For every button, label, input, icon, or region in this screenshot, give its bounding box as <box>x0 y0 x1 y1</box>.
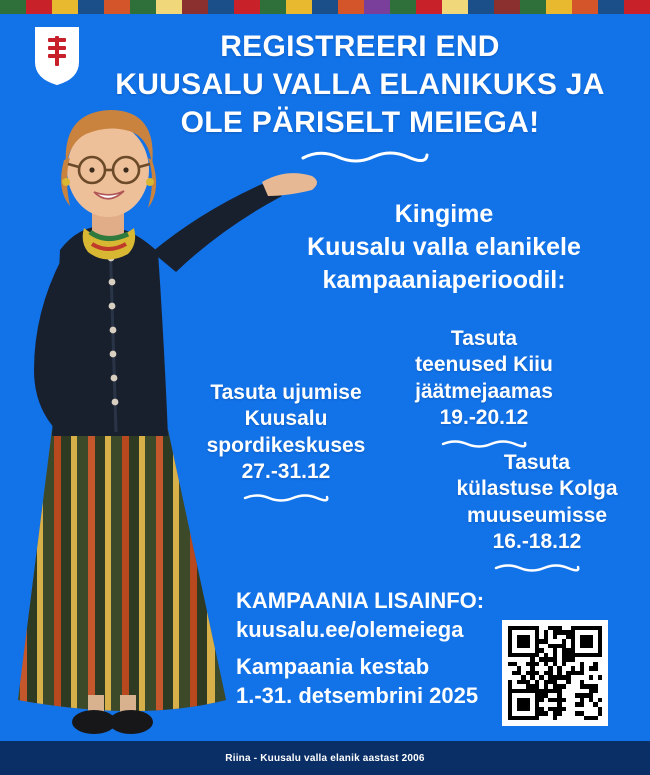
coat-of-arms-icon <box>34 26 80 86</box>
offer-waste-line-3: jäätmejaamas <box>415 379 553 403</box>
stripe-segment <box>546 0 572 14</box>
squiggle-underline-icon <box>441 438 527 448</box>
campaign-duration-line-2: 1.-31. detsembrini 2025 <box>236 683 479 709</box>
offer-swimming-line-2: Kuusalu <box>244 407 328 431</box>
campaign-info <box>236 586 484 644</box>
offer-museum-dates: 16.-18.12 <box>492 530 582 554</box>
stripe-segment <box>390 0 416 14</box>
qr-code-icon[interactable] <box>502 620 608 726</box>
headline-line-2: KUUSALU VALLA ELANIKUKS JA <box>115 67 605 101</box>
stripe-segment <box>624 0 650 14</box>
stripe-segment <box>572 0 598 14</box>
stripe-segment <box>338 0 364 14</box>
offer-swimming <box>186 380 386 502</box>
offer-museum <box>442 450 632 572</box>
subhead-line-3: kampaaniaperioodil: <box>322 266 566 294</box>
stripe-segment <box>468 0 494 14</box>
stripe-segment <box>494 0 520 14</box>
headline-line-3: OLE PÄRISELT MEIEGA! <box>180 105 540 139</box>
offer-swimming-dates: 27.-31.12 <box>241 460 331 484</box>
stripe-segment <box>364 0 390 14</box>
campaign-info-label: KAMPAANIA LISAINFO: <box>236 588 485 613</box>
qr-cell <box>598 716 602 720</box>
subhead-line-1: Kingime <box>394 200 494 228</box>
bottom-band <box>0 741 650 775</box>
campaign-duration-line-1: Kampaania kestab <box>236 654 430 679</box>
offer-museum-line-1: Tasuta <box>503 451 571 474</box>
offer-waste-line-2: teenused Kiiu <box>415 353 553 377</box>
headline-line-1: REGISTREERI END <box>220 30 500 63</box>
poster-subhead <box>258 198 630 297</box>
campaign-duration <box>236 652 478 710</box>
campaign-info-url[interactable]: kuusalu.ee/olemeiega <box>236 617 464 643</box>
subhead-line-2: Kuusalu valla elanikele <box>307 233 581 261</box>
squiggle-underline-icon <box>300 148 430 164</box>
offer-waste-line-1: Tasuta <box>450 327 518 350</box>
credit-text: Riina - Kuusalu valla elanik aastast 2006 <box>225 752 425 764</box>
offer-waste-station <box>386 326 582 448</box>
stripe-segment <box>416 0 442 14</box>
stripe-segment <box>598 0 624 14</box>
qr-code-matrix <box>508 626 602 720</box>
squiggle-underline-icon <box>494 562 580 572</box>
offer-museum-line-2: külastuse Kolga <box>456 477 618 501</box>
offer-waste-dates: 19.-20.12 <box>439 406 529 430</box>
stripe-segment <box>442 0 468 14</box>
offer-swimming-line-3: spordikeskuses <box>206 433 366 457</box>
stripe-segment <box>520 0 546 14</box>
offer-swimming-line-1: Tasuta ujumise <box>210 381 362 404</box>
squiggle-underline-icon <box>243 492 329 502</box>
offer-museum-line-3: muuseumisse <box>466 503 608 527</box>
poster-headline <box>96 28 624 141</box>
